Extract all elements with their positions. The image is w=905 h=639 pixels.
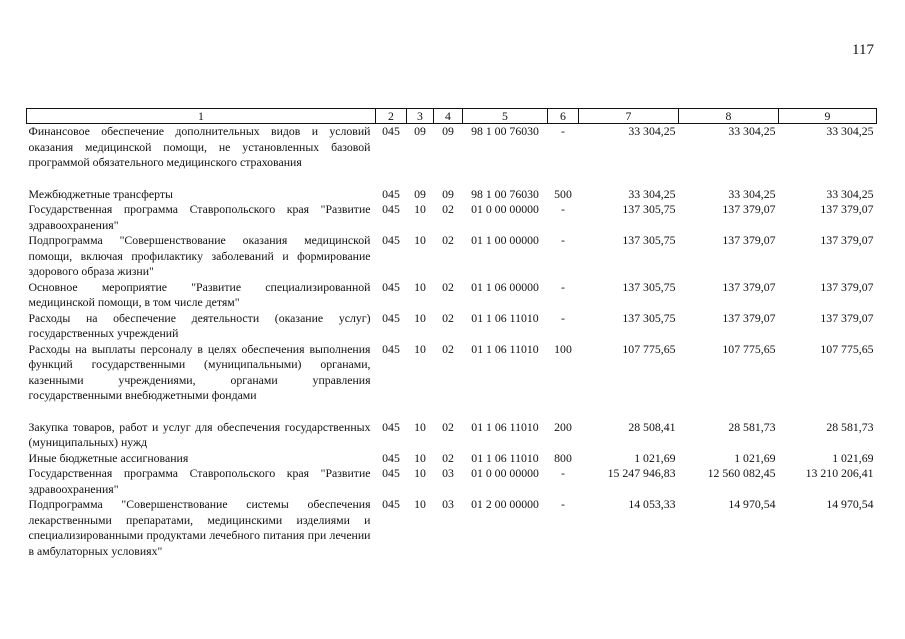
subsection-code: 03 — [442, 466, 454, 480]
row-name: Расходы на выплаты персоналу в целях обеспечения выполнения функций государственными (муниципальными) органами, казенными учреждениями, органами управления государственными внебюджетными фондами — [28, 341, 371, 402]
amount-col-8: 107 775,65 — [722, 341, 776, 356]
subsection-code: 02 — [442, 310, 454, 325]
expense-type-code: - — [561, 466, 565, 480]
table-row — [27, 342, 877, 420]
expense-type-code: - — [561, 124, 565, 138]
target-article-code: 01 1 06 11010 — [471, 450, 539, 465]
expense-type-code: - — [561, 233, 565, 247]
expense-type-code: 200 — [554, 419, 572, 434]
table-row — [27, 497, 877, 559]
column-header-8: 8 — [679, 109, 779, 124]
amount-col-9: 107 775,65 — [820, 341, 874, 356]
amount-col-9: 137 379,07 — [820, 202, 874, 216]
amount-col-9: 28 581,73 — [826, 419, 874, 434]
target-article-code: 01 1 06 11010 — [471, 310, 539, 325]
section-code: 10 — [414, 310, 426, 325]
page-number: 117 — [852, 42, 874, 58]
table-row — [27, 451, 877, 467]
ministry-code: 045 — [382, 233, 400, 247]
expense-type-code: - — [561, 202, 565, 216]
target-article-code: 01 1 00 00000 — [471, 233, 539, 247]
section-code: 10 — [414, 279, 426, 294]
target-article-code: 01 1 06 11010 — [471, 341, 539, 356]
amount-col-9: 1 021,69 — [832, 450, 874, 465]
ministry-code: 045 — [382, 124, 400, 138]
column-header-4: 4 — [434, 109, 463, 124]
amount-col-8: 137 379,07 — [722, 233, 776, 247]
ministry-code: 045 — [382, 341, 400, 356]
amount-col-9: 137 379,07 — [820, 310, 874, 325]
subsection-code: 02 — [442, 279, 454, 294]
table-row — [27, 466, 877, 497]
amount-col-7: 14 053,33 — [628, 497, 676, 511]
subsection-code: 02 — [442, 202, 454, 216]
amount-col-8: 28 581,73 — [728, 419, 776, 434]
row-name: Основное мероприятие "Развитие специализированной медицинской помощи, в том числе детям" — [28, 279, 371, 309]
amount-col-9: 137 379,07 — [820, 233, 874, 247]
expense-type-code: - — [561, 310, 565, 325]
row-name: Иные бюджетные ассигнования — [28, 450, 189, 465]
section-code: 10 — [414, 202, 426, 216]
column-header-1: 1 — [27, 109, 376, 124]
amount-col-8: 12 560 082,45 — [707, 466, 776, 480]
section-code: 09 — [414, 186, 426, 201]
section-code: 10 — [414, 450, 426, 465]
column-header-2: 2 — [376, 109, 407, 124]
amount-col-9: 137 379,07 — [820, 279, 874, 294]
amount-col-7: 28 508,41 — [628, 419, 676, 434]
amount-col-7: 33 304,25 — [628, 186, 676, 201]
column-header-3: 3 — [407, 109, 434, 124]
row-name: Подпрограмма "Совершенствование системы обеспечения лекарственными препаратами, медицинскими изделиями и специализированными продуктами лечебного питания при лечении в амбулаторных условиях" — [28, 497, 371, 558]
column-header-7: 7 — [579, 109, 679, 124]
amount-col-9: 14 970,54 — [826, 497, 874, 511]
amount-col-8: 137 379,07 — [722, 279, 776, 294]
target-article-code: 01 0 00 00000 — [471, 466, 539, 480]
amount-col-8: 137 379,07 — [722, 310, 776, 325]
budget-table — [26, 108, 877, 559]
amount-col-8: 137 379,07 — [722, 202, 776, 216]
row-name: Государственная программа Ставропольского края "Развитие здравоохранения" — [28, 202, 371, 232]
section-code: 09 — [414, 124, 426, 138]
expense-type-code: 500 — [554, 186, 572, 201]
amount-col-8: 33 304,25 — [728, 186, 776, 201]
row-name: Межбюджетные трансферты — [28, 186, 173, 201]
ministry-code: 045 — [382, 497, 400, 511]
expense-type-code: - — [561, 279, 565, 294]
amount-col-7: 137 305,75 — [622, 279, 676, 294]
section-code: 10 — [414, 466, 426, 480]
ministry-code: 045 — [382, 450, 400, 465]
amount-col-7: 137 305,75 — [622, 202, 676, 216]
table-row — [27, 420, 877, 451]
amount-col-7: 33 304,25 — [628, 124, 676, 138]
target-article-code: 01 1 06 00000 — [471, 279, 539, 294]
subsection-code: 02 — [442, 233, 454, 247]
amount-col-7: 15 247 946,83 — [607, 466, 676, 480]
ministry-code: 045 — [382, 202, 400, 216]
amount-col-9: 33 304,25 — [826, 186, 874, 201]
amount-col-8: 33 304,25 — [728, 124, 776, 138]
section-code: 10 — [414, 341, 426, 356]
target-article-code: 01 1 06 11010 — [471, 419, 539, 434]
table-row — [27, 202, 877, 233]
amount-col-9: 13 210 206,41 — [805, 466, 874, 480]
row-name: Финансовое обеспечение дополнительных видов и условий оказания медицинской помощи, не установленных базовой программой обязательного медицинского страхования — [28, 124, 371, 169]
subsection-code: 02 — [442, 341, 454, 356]
target-article-code: 01 0 00 00000 — [471, 202, 539, 216]
amount-col-8: 1 021,69 — [734, 450, 776, 465]
ministry-code: 045 — [382, 279, 400, 294]
subsection-code: 02 — [442, 419, 454, 434]
column-header-9: 9 — [779, 109, 877, 124]
expense-type-code: 800 — [554, 450, 572, 465]
target-article-code: 98 1 00 76030 — [471, 186, 539, 201]
subsection-code: 09 — [442, 186, 454, 201]
table-row — [27, 187, 877, 203]
row-name: Закупка товаров, работ и услуг для обеспечения государственных (муниципальных) нужд — [28, 419, 371, 449]
table-row — [27, 280, 877, 311]
ministry-code: 045 — [382, 419, 400, 434]
row-name: Государственная программа Ставропольского края "Развитие здравоохранения" — [28, 466, 371, 496]
subsection-code: 09 — [442, 124, 454, 138]
row-name: Подпрограмма "Совершенствование оказания медицинской помощи, включая профилактику заболеваний и формирование здорового образа жизни" — [28, 233, 371, 278]
amount-col-7: 137 305,75 — [622, 310, 676, 325]
table-row — [27, 233, 877, 280]
section-code: 10 — [414, 233, 426, 247]
row-name: Расходы на обеспечение деятельности (оказание услуг) государственных учреждений — [28, 310, 371, 340]
target-article-code: 98 1 00 76030 — [471, 124, 539, 138]
amount-col-8: 14 970,54 — [728, 497, 776, 511]
section-code: 10 — [414, 497, 426, 511]
subsection-code: 02 — [442, 450, 454, 465]
amount-col-7: 137 305,75 — [622, 233, 676, 247]
expense-type-code: 100 — [554, 341, 572, 356]
ministry-code: 045 — [382, 310, 400, 325]
expense-type-code: - — [561, 497, 565, 511]
subsection-code: 03 — [442, 497, 454, 511]
amount-col-9: 33 304,25 — [826, 124, 874, 138]
header-row — [27, 109, 877, 124]
table-row — [27, 311, 877, 342]
ministry-code: 045 — [382, 466, 400, 480]
column-header-5: 5 — [463, 109, 548, 124]
target-article-code: 01 2 00 00000 — [471, 497, 539, 511]
table-row — [27, 124, 877, 187]
ministry-code: 045 — [382, 186, 400, 201]
amount-col-7: 107 775,65 — [622, 341, 676, 356]
column-header-6: 6 — [548, 109, 579, 124]
amount-col-7: 1 021,69 — [634, 450, 676, 465]
section-code: 10 — [414, 419, 426, 434]
